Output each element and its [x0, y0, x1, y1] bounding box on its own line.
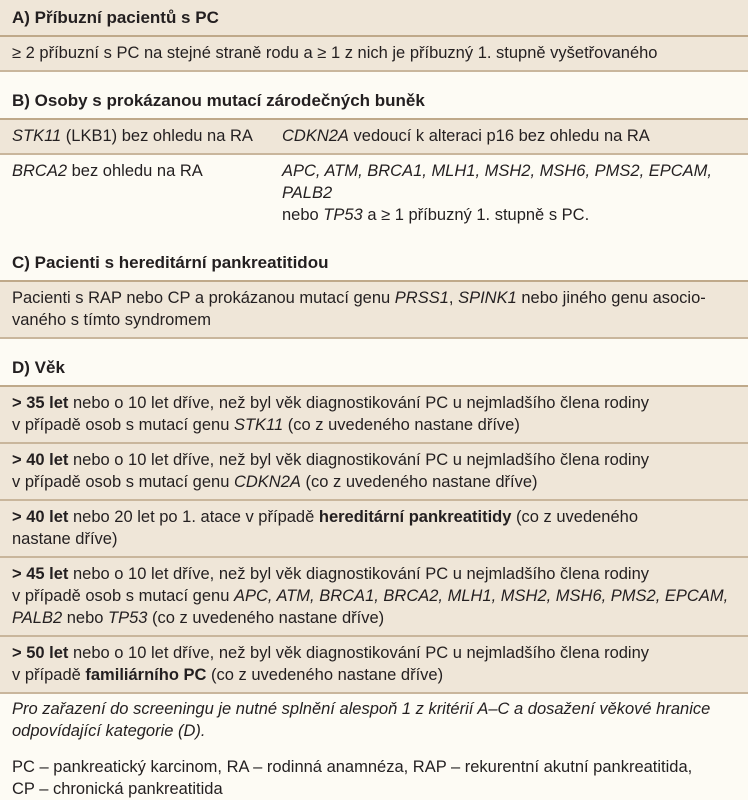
age-row-50	[0, 637, 748, 694]
age-threshold: > 45 let	[12, 565, 69, 583]
cell-text: v případě osob s mutací genu	[12, 587, 234, 605]
section-b-row-1-col-1	[12, 125, 282, 147]
cell-text: v případě osob s mutací genu	[12, 473, 234, 491]
section-d-heading: D) Věk	[0, 351, 748, 387]
age-row-35	[0, 387, 748, 444]
cell-text: (co z uvedeného nastane dříve)	[300, 473, 538, 491]
gene-name: SPINK1	[458, 289, 517, 307]
abbreviation-line: CP – chronická pankreatitida	[12, 780, 223, 798]
cell-text: nebo	[282, 206, 324, 224]
section-c-heading: C) Pacienti s hereditární pankreatitidou	[0, 246, 748, 282]
cell-text: (co z uvedeného	[511, 508, 639, 526]
cell-text: nebo 20 let po 1. atace v případě	[68, 508, 319, 526]
age-row-45	[0, 558, 748, 637]
section-b-heading: B) Osoby s prokázanou mutací zárodečných buněk	[0, 84, 748, 120]
gene-name: CDKN2A	[233, 473, 301, 491]
gene-name: CDKN2A	[282, 127, 349, 145]
abbreviation-line: PC – pankreatický karcinom, RA – rodinná anamnéza, RAP – rekurentní akutní pankreatitida,	[12, 758, 693, 776]
screening-note	[0, 694, 748, 742]
cell-text: nastane dříve)	[12, 530, 118, 548]
section-b-row-2-col-1	[12, 160, 282, 226]
age-threshold: > 50 let	[12, 644, 69, 662]
section-a-heading: A) Příbuzní pacientů s PC	[0, 0, 748, 37]
section-b-row-2-col-2	[282, 160, 736, 226]
age-threshold: > 35 let	[12, 394, 69, 412]
cell-text: (co z uvedeného nastane dříve)	[147, 609, 385, 627]
cell-text: bez ohledu na RA	[67, 162, 203, 180]
cell-text: (co z uvedeného nastane dříve)	[206, 666, 444, 684]
gene-list: APC, ATM, BRCA1, BRCA2, MLH1, MSH2, MSH6, PMS2, EPCAM,	[233, 587, 729, 605]
cell-text: (LKB1) bez ohledu na RA	[61, 127, 253, 145]
age-threshold: > 40 let	[12, 508, 69, 526]
age-row-40-cdkn2a	[0, 444, 748, 501]
emphasis-text: hereditární pankreatitidy	[318, 508, 512, 526]
gene-name: BRCA2	[12, 162, 68, 180]
age-row-40-pancreatitis	[0, 501, 748, 558]
cell-text: v případě osob s mutací genu	[12, 416, 234, 434]
section-b-row-2	[0, 155, 748, 234]
gene-name: PRSS1	[394, 289, 449, 307]
abbreviations	[0, 742, 748, 800]
gene-name: PALB2	[12, 609, 63, 627]
emphasis-text: familiárního PC	[85, 666, 207, 684]
section-a-row: ≥ 2 příbuzní s PC na stejné straně rodu a ≥ 1 z nich je příbuzný 1. stupně vyšetřovaného	[0, 37, 748, 72]
gene-name: TP53	[323, 206, 363, 224]
age-threshold: > 40 let	[12, 451, 69, 469]
cell-text: v případě	[12, 666, 86, 684]
note-line: odpovídající kategorie (D).	[12, 722, 206, 740]
gene-name: STK11	[12, 127, 62, 145]
note-line: Pro zařazení do screeningu je nutné splnění alespoň 1 z kritérií A–C a dosažení věkové hranice	[12, 700, 711, 718]
cell-text: a ≥ 1 příbuzný 1. stupně s PC.	[362, 206, 590, 224]
cell-text: (co z uvedeného nastane dříve)	[283, 416, 520, 434]
cell-text: ,	[448, 289, 459, 307]
section-b-row-1	[0, 120, 748, 155]
cell-text: Pacienti s RAP nebo CP a prokázanou mutací genu	[12, 289, 395, 307]
section-b-row-1-col-2	[282, 125, 736, 147]
cell-text: vaného s tímto syndromem	[12, 311, 211, 329]
cell-text: nebo jiného genu asocio-	[516, 289, 706, 307]
cell-text: nebo o 10 let dříve, než byl věk diagnostikování PC u nejmladšího člena rodiny	[68, 451, 650, 469]
cell-text: vedoucí k alteraci p16 bez ohledu na RA	[348, 127, 650, 145]
cell-text: nebo o 10 let dříve, než byl věk diagnostikování PC u nejmladšího člena rodiny	[68, 644, 650, 662]
cell-text: nebo o 10 let dříve, než byl věk diagnostikování PC u nejmladšího člena rodiny	[68, 565, 650, 583]
section-c-row	[0, 282, 748, 339]
gene-name: TP53	[108, 609, 148, 627]
gene-name: STK11	[233, 416, 284, 434]
gene-list: APC, ATM, BRCA1, MLH1, MSH2, MSH6, PMS2, EPCAM, PALB2	[282, 162, 713, 202]
cell-text: nebo	[62, 609, 109, 627]
cell-text: nebo o 10 let dříve, než byl věk diagnostikování PC u nejmladšího člena rodiny	[68, 394, 650, 412]
